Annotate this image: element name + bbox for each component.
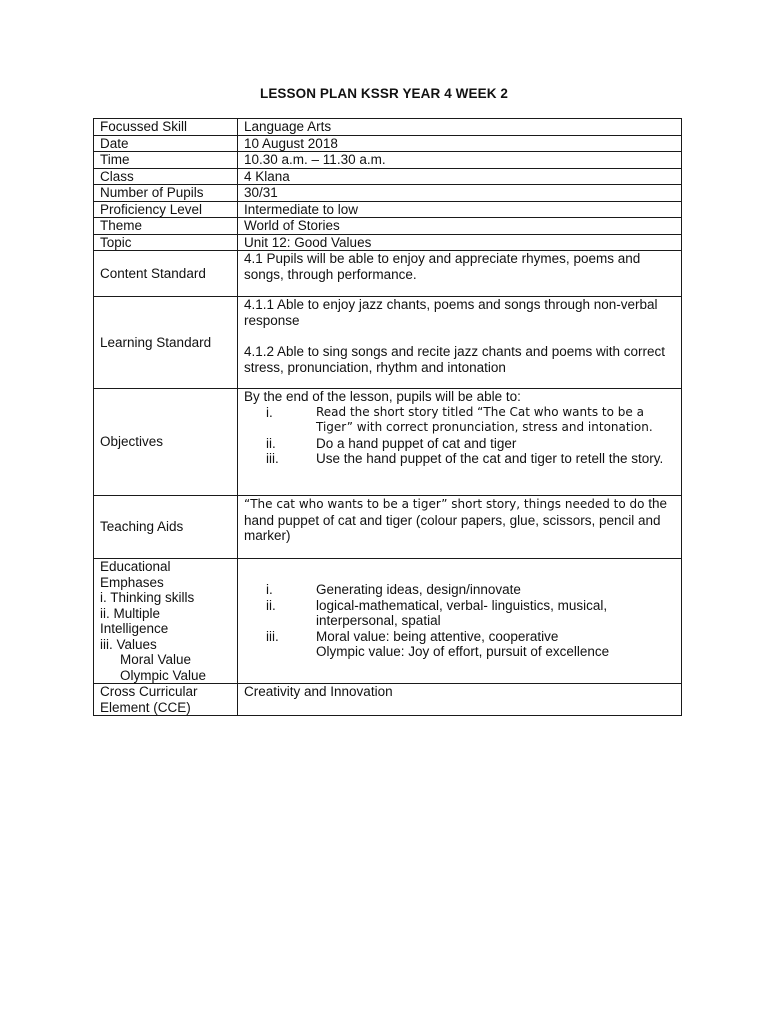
objectives-intro: By the end of the lesson, pupils will be able to: xyxy=(244,389,521,404)
emphases-label-lines xyxy=(100,559,231,683)
content-standard-value: 4.1 Pupils will be able to enjoy and appreciate rhymes, poems and songs, through performance. xyxy=(238,251,682,297)
table-row xyxy=(94,168,682,185)
label-line: i. Thinking skills xyxy=(100,590,195,605)
teaching-aids-text-1: “The cat who wants to be a tiger” short story, things needed to do xyxy=(244,497,645,511)
item-number: iii. xyxy=(266,451,279,466)
label-line: Educational xyxy=(100,559,171,574)
item-text: Moral value: being attentive, cooperative xyxy=(316,628,559,644)
item-number: i. xyxy=(266,582,273,598)
label-line: ii. Multiple xyxy=(100,605,161,621)
table-row xyxy=(94,119,682,136)
time-value: 10.30 a.m. – 11.30 a.m. xyxy=(238,152,682,169)
list-item xyxy=(244,629,675,645)
theme-label: Theme xyxy=(94,218,238,235)
teaching-aids-label: Teaching Aids xyxy=(94,496,238,559)
label-line: Emphases xyxy=(100,574,164,590)
list-item xyxy=(244,598,675,629)
time-label: Time xyxy=(94,152,238,169)
teaching-aids-text-2: the hand puppet of cat and tiger (colour papers, glue, scissors, pencil and marker) xyxy=(244,496,668,543)
emphases-label xyxy=(94,559,238,684)
table-row xyxy=(94,135,682,152)
objectives-label: Objectives xyxy=(94,389,238,496)
topic-value: Unit 12: Good Values xyxy=(238,234,682,251)
list-item xyxy=(244,436,675,452)
list-item xyxy=(244,644,675,660)
content-standard-label: Content Standard xyxy=(94,251,238,297)
table-row xyxy=(94,496,682,559)
proficiency-label: Proficiency Level xyxy=(94,201,238,218)
lesson-plan-table xyxy=(93,118,682,716)
item-text: Read the short story titled “The Cat who wants to be a Tiger” with correct pronunciation, stress and intonation. xyxy=(316,404,653,434)
focussed-skill-value: Language Arts xyxy=(238,119,682,136)
label-line: iii. Values xyxy=(100,636,157,652)
list-item xyxy=(244,582,675,598)
pupils-label: Number of Pupils xyxy=(94,185,238,202)
theme-value: World of Stories xyxy=(238,218,682,235)
item-text: Use the hand puppet of the cat and tiger to retell the story. xyxy=(316,451,664,466)
cce-label: Cross Curricular Element (CCE) xyxy=(94,684,238,716)
objectives-value xyxy=(238,389,682,496)
list-item xyxy=(244,451,675,467)
table-row xyxy=(94,389,682,496)
item-text: Generating ideas, design/innovate xyxy=(316,582,521,598)
class-label: Class xyxy=(94,168,238,185)
cce-value: Creativity and Innovation xyxy=(238,684,682,716)
table-row xyxy=(94,152,682,169)
table-row xyxy=(94,559,682,684)
table-row xyxy=(94,185,682,202)
table-row xyxy=(94,218,682,235)
label-line: Olympic Value xyxy=(120,667,207,683)
table-row xyxy=(94,251,682,297)
focussed-skill-label: Focussed Skill xyxy=(94,119,238,136)
teaching-aids-value xyxy=(238,496,682,559)
table-row xyxy=(94,684,682,716)
emphases-list xyxy=(244,582,675,660)
item-number: ii. xyxy=(266,435,276,451)
table-row xyxy=(94,297,682,389)
item-text: Do a hand puppet of cat and tiger xyxy=(316,435,517,451)
topic-label: Topic xyxy=(94,234,238,251)
learning-standard-label: Learning Standard xyxy=(94,297,238,389)
emphases-value xyxy=(238,559,682,684)
class-value: 4 Klana xyxy=(238,168,682,185)
learning-standard-item: 4.1.1 Able to enjoy jazz chants, poems and songs through non-verbal response xyxy=(244,297,658,328)
label-line: Moral Value xyxy=(120,652,192,667)
item-text: Olympic value: Joy of effort, pursuit of excellence xyxy=(316,644,610,660)
date-label: Date xyxy=(94,135,238,152)
learning-standard-item: 4.1.2 Able to sing songs and recite jazz chants and poems with correct stress, pronunciation, rhythm and intonation xyxy=(244,344,665,375)
item-number: iii. xyxy=(266,628,279,644)
objectives-list xyxy=(244,405,675,467)
proficiency-value: Intermediate to low xyxy=(238,201,682,218)
list-item xyxy=(244,405,675,436)
learning-standard-value xyxy=(238,297,682,389)
date-value: 10 August 2018 xyxy=(238,135,682,152)
table-row xyxy=(94,234,682,251)
item-number xyxy=(244,644,316,660)
item-number: i. xyxy=(266,404,273,420)
page-title: LESSON PLAN KSSR YEAR 4 WEEK 2 xyxy=(259,86,509,101)
item-number: ii. xyxy=(266,597,276,613)
pupils-value: 30/31 xyxy=(238,185,682,202)
item-text: logical-mathematical, verbal- linguistics, musical, interpersonal, spatial xyxy=(316,597,608,629)
table-row xyxy=(94,201,682,218)
label-line: Intelligence xyxy=(100,621,169,636)
